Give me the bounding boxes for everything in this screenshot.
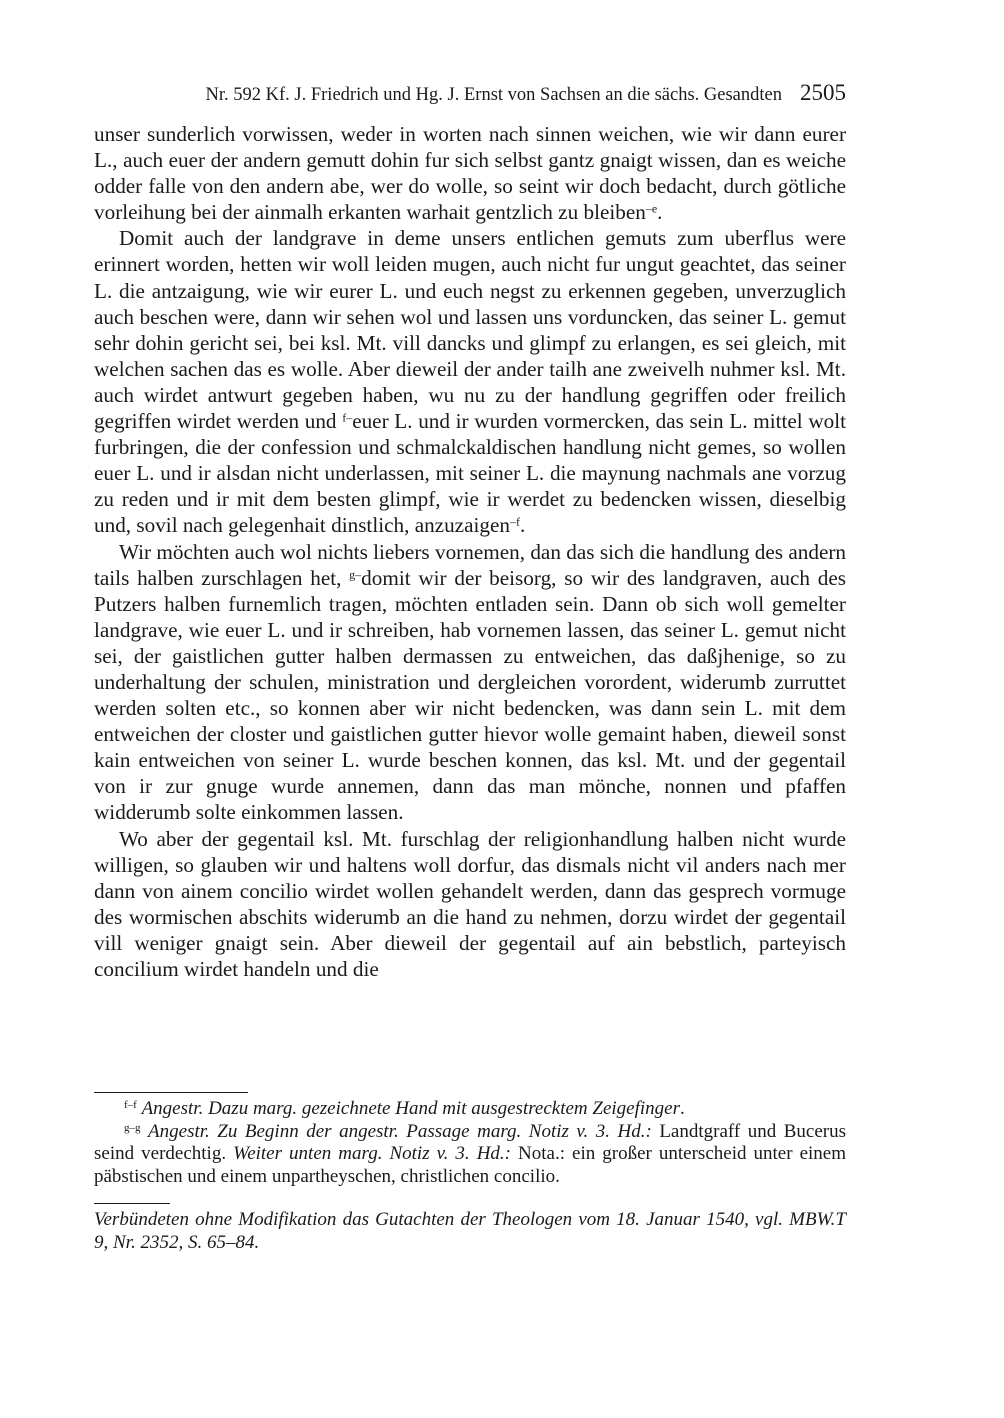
note-mark-e-end: –e [645,201,658,216]
footnote-rule [94,1092,248,1093]
paragraph-2-tail: . [519,513,526,538]
footnote-g-italic-1: Angestr. Zu Beginn der angestr. Passage marg. Notiz v. 3. Hd.: [148,1120,652,1142]
footnote-g-text-2: Nota.: ein großer unterscheid unter einem päbstischen und einem unpartheyschen, christlichen concilio. [94,1143,846,1187]
footnote-g [94,1121,846,1189]
commentary [94,1209,846,1254]
paragraph-1 [94,121,846,225]
paragraph-3-text-b: domit wir der beisorg, so wir des landgraven, auch des Putzers halben furnemlich tragen, möchten entladen sein. Dann ob sich woll gemelter landgrave, wie euer L. und ir schreiben, hab vornemen lassen, das seiner L. gemut nicht sei, der gaistlichen gutter halben dermassen zu entweichen, das daßjhenige, so zu underhaltung der schulen, ministration und dergleichen vorordent, widerumb zurruttet werden solten etc., so konnen aber wir nicht bedencken, was dann sein L. mit dem entweichen der closter und gaistlichen gutter hievor wolle gemaint haben, dieweil sonst kain entweichen von seiner L. wurde beschen konnen, das ksl. Mt. und der gegentail von ir zur gnuge wurde annemen, dann das man mönche, nonnen und pfaffen widderumb solte einkommen lassen. [94,565,846,825]
note-mark-f-end: –f [509,514,520,529]
footnote-f-tail: . [680,1098,685,1119]
running-title: Nr. 592 Kf. J. Friedrich und Hg. J. Ernst von Sachsen an die sächs. Gesandten [205,85,782,105]
running-header [94,80,846,110]
footnote-f-mark: f–f [124,1098,137,1111]
commentary-text: Verbündeten ohne Modifikation das Gutachten der Theologen vom 18. Januar 1540, vgl. MBW.T 9, Nr. 2352, S. 65–84. [94,1209,846,1253]
footnote-f [94,1098,846,1121]
paragraph-2-text-a: Domit auch der landgrave in deme unsers entlichen gemuts zum uberflus were erinnert worden, hetten wir woll leiden mugen, auch nicht fur ungut geachtet, das seiner L. die antzaigung, wie wir eurer L. und euch negst zu erkennen gegeben, unverzuglich auch beschen were, dann wir sehen wol und lassen uns vorduncken, das seiner L. gemut sehr dohin gericht sei, bei ksl. Mt. vill dancks und glimpf zu erlangen, es sei gleich, mit welchen sachen das es wolle. Aber dieweil der ander tailh ane zweivelh nuhmer ksl. Mt. auch wirdet antwurt gegeben haben, wu nu zu der handlung gegriffen oder freilich gegriffen wirdet werden und [94,226,846,434]
commentary-rule [94,1203,170,1204]
footnotes [94,1098,846,1188]
paragraph-3 [94,539,846,826]
paragraph-4 [94,826,846,983]
note-mark-g-start: g– [349,567,362,581]
paragraph-2-text-b: euer L. und ir wurden vormercken, das sein L. mittel wolt furbringen, die der confession und schmalckaldischen handlung nicht gemes, so wollen euer L. und ir alsdan nicht underlassen, mit seiner L. die maynung nachmals ane vorzug zu reden und ir mit dem besten glimpf, wie ir werdet zu bedencken wissen, dieselbig und, sovil nach gelegenhait dinstlich, anzuzaigen [94,409,846,538]
main-text [94,121,846,982]
note-mark-f-start: f– [342,410,353,425]
footnote-f-italic: Angestr. Dazu marg. gezeichnete Hand mit ausgestrecktem Zeigefinger [141,1098,680,1119]
page-number: 2505 [800,80,846,105]
footnote-g-italic-2: Weiter unten marg. Notiz v. 3. Hd.: [233,1143,512,1164]
footnote-g-text-1: Landtgraff und Bucerus seind verdechtig. [94,1120,847,1164]
paragraph-1-tail: . [657,200,663,225]
footnote-g-mark: g–g [124,1121,141,1134]
paragraph-1-text: unser sunderlich vorwissen, weder in worten nach sinnen weichen, wie wir dann eurer L., auch euer der andern gemutt dohin fur sich selbst gantz gnaigt wissen, dan es weiche odder falle von den andern abe, wer do wolle, so seint wir doch bedacht, durch götliche vorleihung bei der ainmalh erkanten warhait gentzlich zu bleiben [94,122,846,225]
paragraph-3-text-a: Wir möchten auch wol nichts liebers vornemen, dan das sich die handlung des andern tails halben zurschlagen het, [94,539,846,590]
paragraph-4-text: Wo aber der gegentail ksl. Mt. furschlag der religionhandlung halben nicht wurde willigen, so glauben wir und haltens woll dorfur, das dismals nicht vil anders nach mer dann von ainem concilio wirdet wollen gehandelt werden, dann das gesprech vormuge des wormischen abschits widerumb an die hand zu nehmen, dorzu wirdet der gegentail vill weniger gnaigt sein. Aber dieweil der gegentail auf ain bebstlich, parteyisch concilium wirdet handeln und die [94,826,846,981]
paragraph-2 [94,225,846,538]
